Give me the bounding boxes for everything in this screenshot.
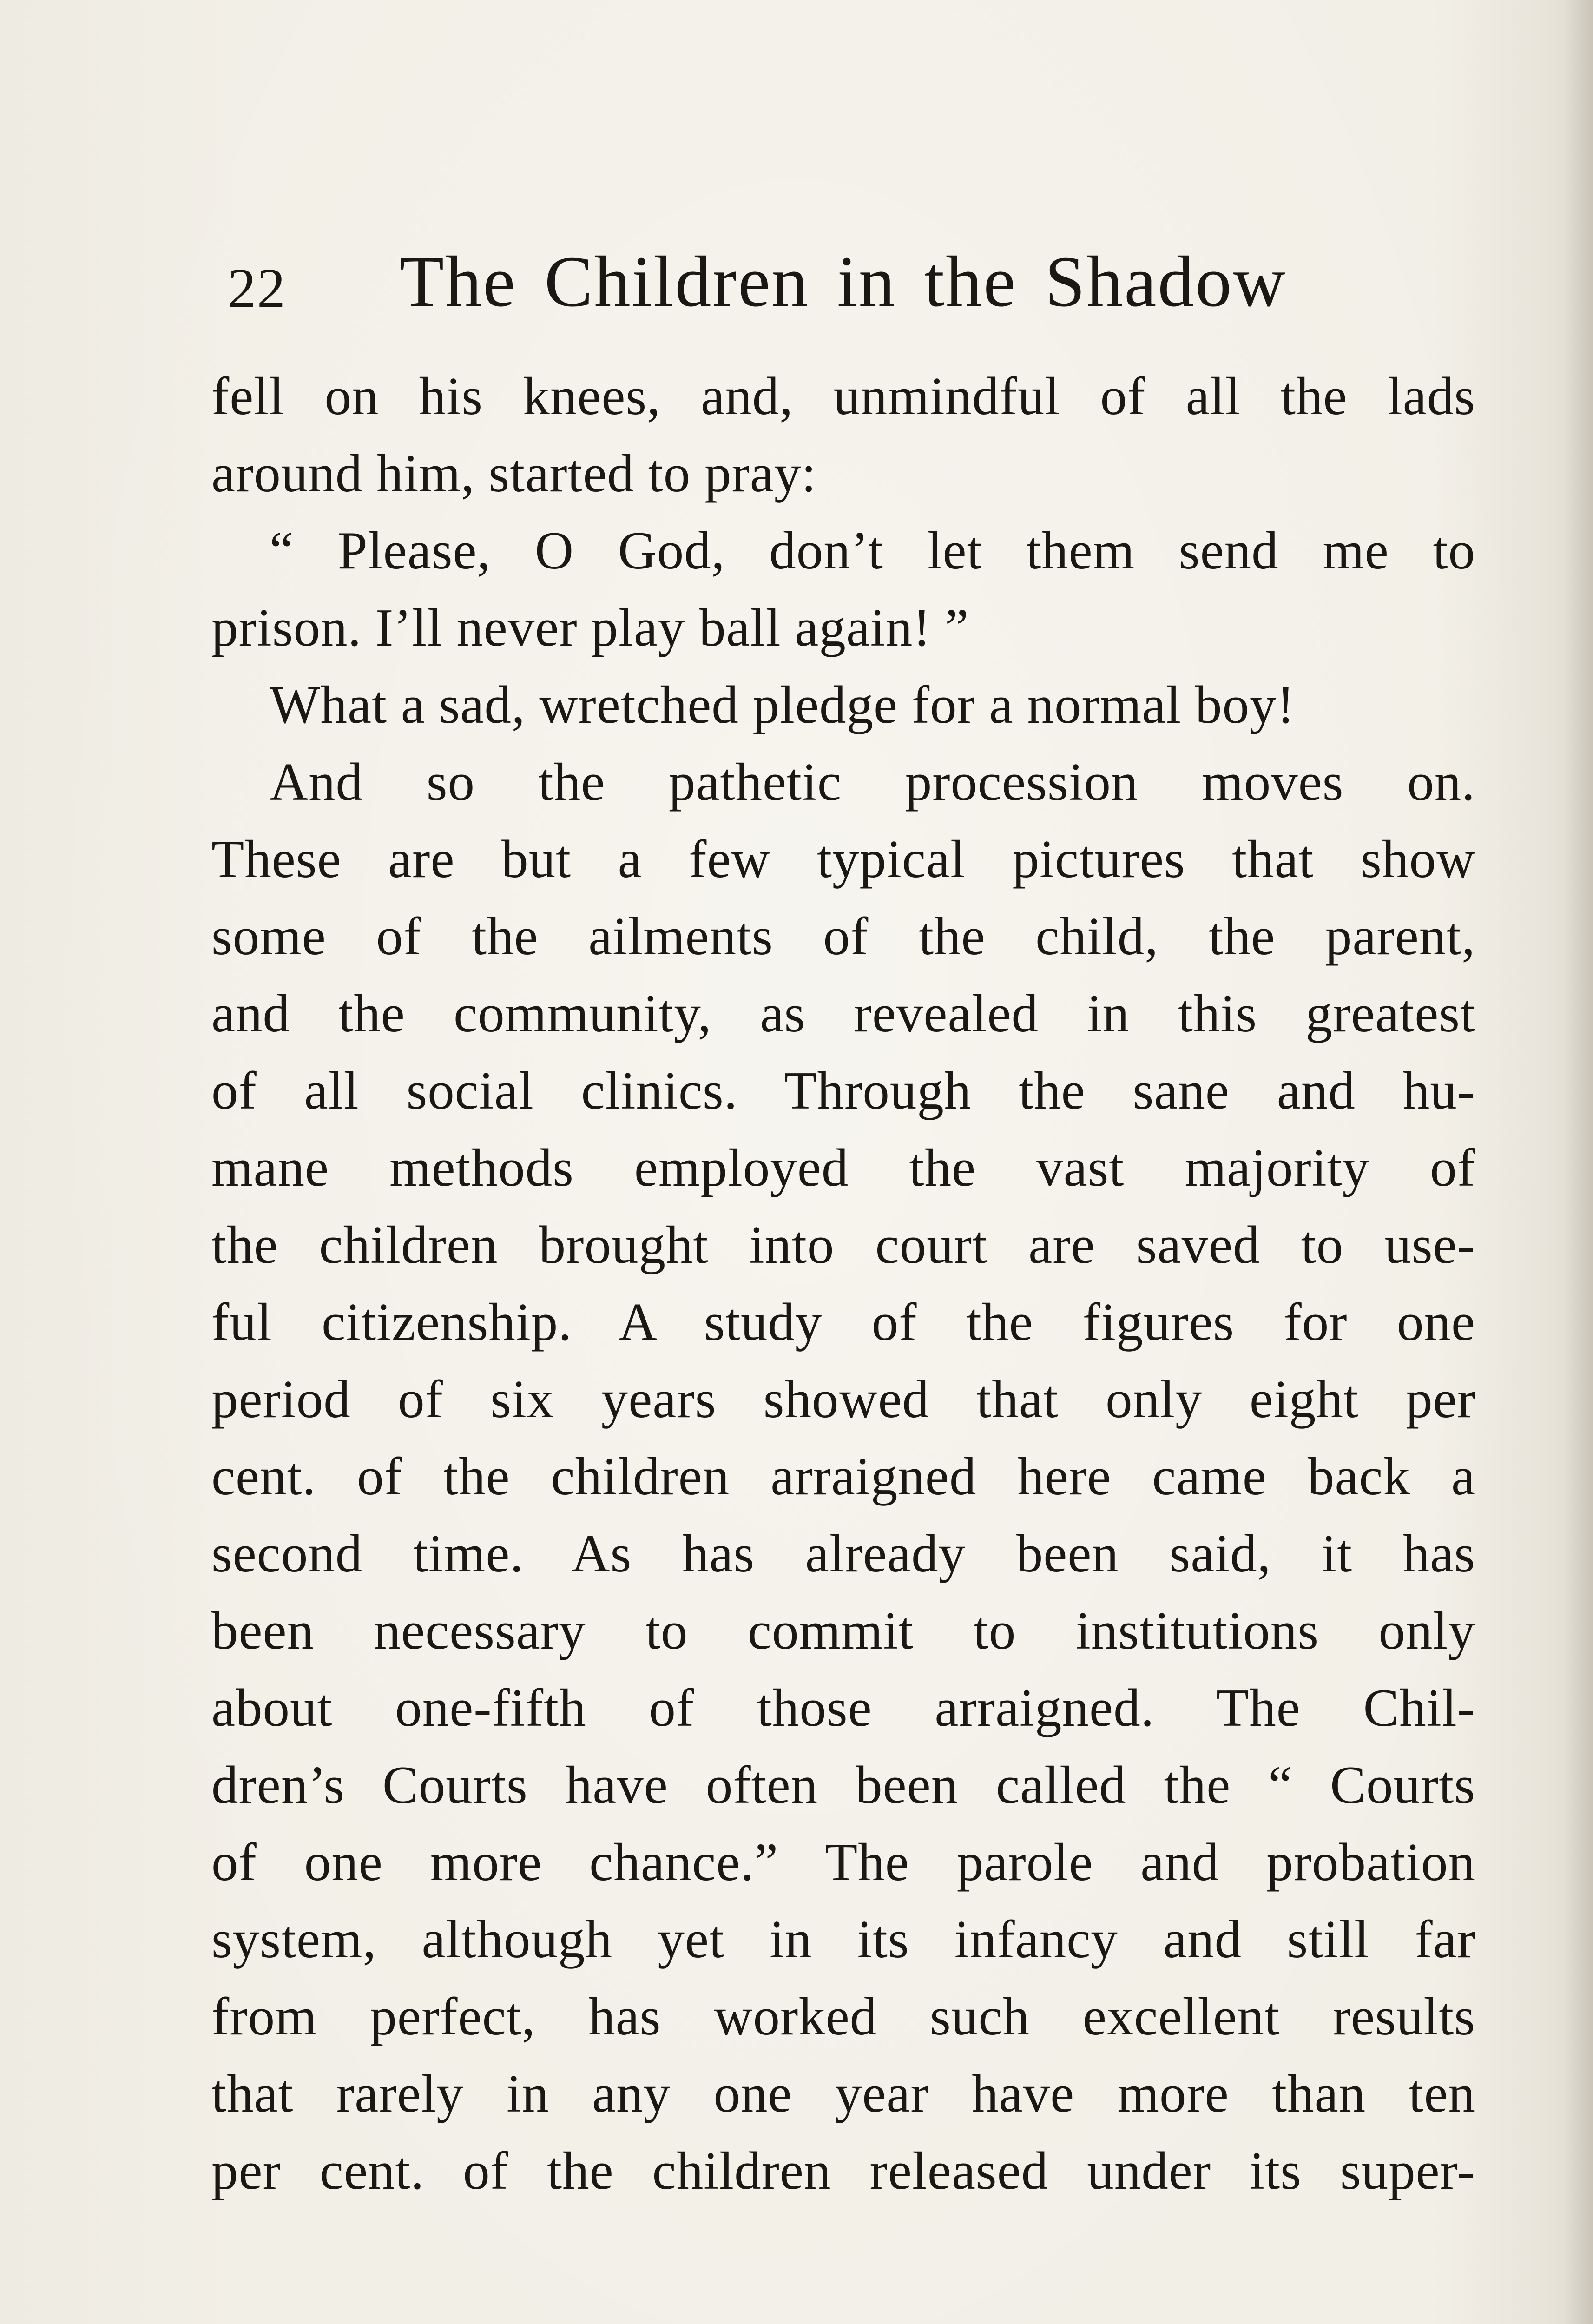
text-line: the children brought into court are saved to use- [211,1215,1475,1274]
text-line: of all social clinics. Through the sane and hu- [211,1061,1475,1120]
text-line: and the community, as revealed in this greatest [211,984,1475,1043]
text-line: per cent. of the children released under its super- [211,2141,1475,2200]
text-line: period of six years showed that only eight per [211,1370,1475,1429]
text-line: dren’s Courts have often been called the “ Courts [211,1756,1475,1815]
body-text [211,358,1475,2210]
page-edge-shadow [1565,0,1593,2324]
text-line: that rarely in any one year have more than ten [211,2064,1475,2123]
running-title: The Children in the Shadow [400,241,1287,322]
text-line: been necessary to commit to institutions only [211,1601,1475,1660]
page-number: 22 [228,257,286,320]
text-line: from perfect, has worked such excellent results [211,1987,1475,2046]
text-line: some of the ailments of the child, the parent, [211,907,1475,966]
text-line: system, although yet in its infancy and still far [211,1910,1475,1969]
text-line: about one-fifth of those arraigned. The Chil- [211,1678,1475,1737]
text-line: fell on his knees, and, unmindful of all the lads [211,367,1475,426]
text-line: “ Please, O God, don’t let them send me to [270,521,1475,580]
text-line: cent. of the children arraigned here came back a [211,1447,1475,1506]
text-line: mane methods employed the vast majority of [211,1138,1475,1197]
running-head [228,242,1310,335]
text-line: second time. As has already been said, it has [211,1524,1475,1583]
text-line: prison. I’ll never play ball again! ” [211,598,969,657]
text-line: of one more chance.” The parole and probation [211,1833,1475,1892]
text-line: What a sad, wretched pledge for a normal boy! [270,675,1295,734]
text-line: ful citizenship. A study of the figures for one [211,1293,1475,1352]
text-line: around him, started to pray: [211,444,817,503]
text-line: These are but a few typical pictures that show [211,830,1475,889]
text-line: And so the pathetic procession moves on. [270,753,1475,812]
